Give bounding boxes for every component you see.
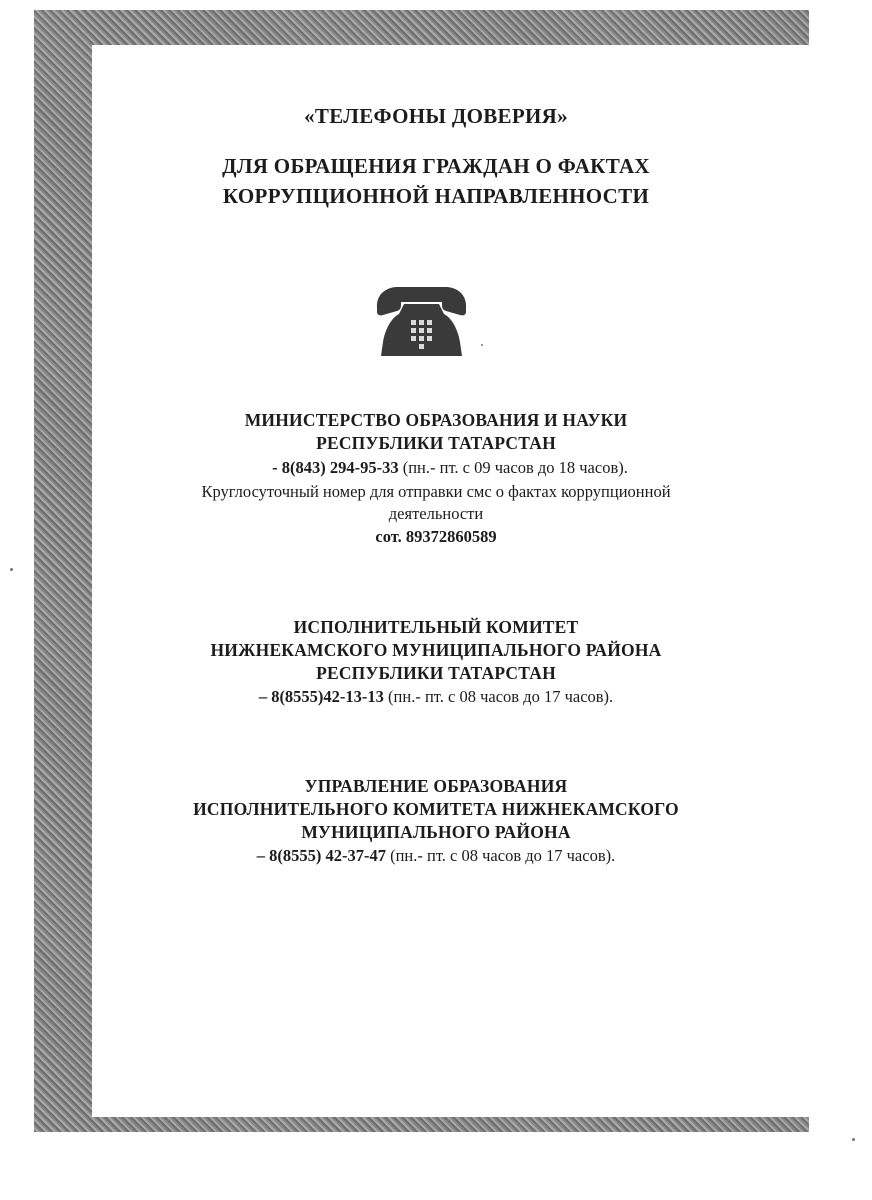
section-1-mobile: сот. 89372860589 bbox=[375, 527, 497, 546]
section-1-name-line-1: МИНИСТЕРСТВО ОБРАЗОВАНИЯ И НАУКИ bbox=[244, 410, 628, 430]
section-1-hours: (пн.- пт. с 09 часов до 18 часов). bbox=[398, 458, 628, 477]
scan-speck bbox=[10, 568, 13, 571]
section-3-phone-line bbox=[0, 846, 872, 866]
section-2-phone-line bbox=[0, 687, 872, 707]
section-2-name-line-1: ИСПОЛНИТЕЛЬНЫЙ КОМИТЕТ bbox=[293, 617, 579, 637]
section-3-name-line-1: УПРАВЛЕНИЕ ОБРАЗОВАНИЯ bbox=[304, 776, 568, 796]
scan-speck bbox=[481, 344, 483, 346]
title-line-2: ДЛЯ ОБРАЩЕНИЯ ГРАЖДАН О ФАКТАХ bbox=[222, 154, 650, 178]
section-2-hours: (пн.- пт. с 08 часов до 17 часов). bbox=[383, 687, 614, 706]
section-1-note-line-1: Круглосуточный номер для отправки смс о фактах коррупционной bbox=[201, 482, 671, 501]
telephone-icon bbox=[374, 280, 469, 358]
section-2-name-line-2: НИЖНЕКАМСКОГО МУНИЦИПАЛЬНОГО РАЙОНА bbox=[210, 640, 662, 660]
section-1-phone-line bbox=[0, 458, 872, 478]
section-3-hours: (пн.- пт. с 08 часов до 17 часов). bbox=[385, 846, 616, 865]
scan-speck bbox=[852, 1138, 855, 1141]
section-1-phone: - 8(843) 294-95-33 bbox=[272, 458, 399, 477]
section-1-note-line-2: деятельности bbox=[388, 504, 484, 523]
title-line-1: «ТЕЛЕФОНЫ ДОВЕРИЯ» bbox=[304, 104, 568, 128]
section-2-name-line-3: РЕСПУБЛИКИ ТАТАРСТАН bbox=[316, 663, 556, 683]
section-2-phone: – 8(8555)42-13-13 bbox=[258, 687, 384, 706]
section-3-phone: – 8(8555) 42-37-47 bbox=[256, 846, 386, 865]
title-line-3: КОРРУПЦИОННОЙ НАПРАВЛЕННОСТИ bbox=[222, 184, 650, 208]
section-3-name-line-2: ИСПОЛНИТЕЛЬНОГО КОМИТЕТА НИЖНЕКАМСКОГО bbox=[193, 799, 679, 819]
section-1-name-line-2: РЕСПУБЛИКИ ТАТАРСТАН bbox=[316, 433, 556, 453]
section-3-name-line-3: МУНИЦИПАЛЬНОГО РАЙОНА bbox=[301, 822, 571, 842]
